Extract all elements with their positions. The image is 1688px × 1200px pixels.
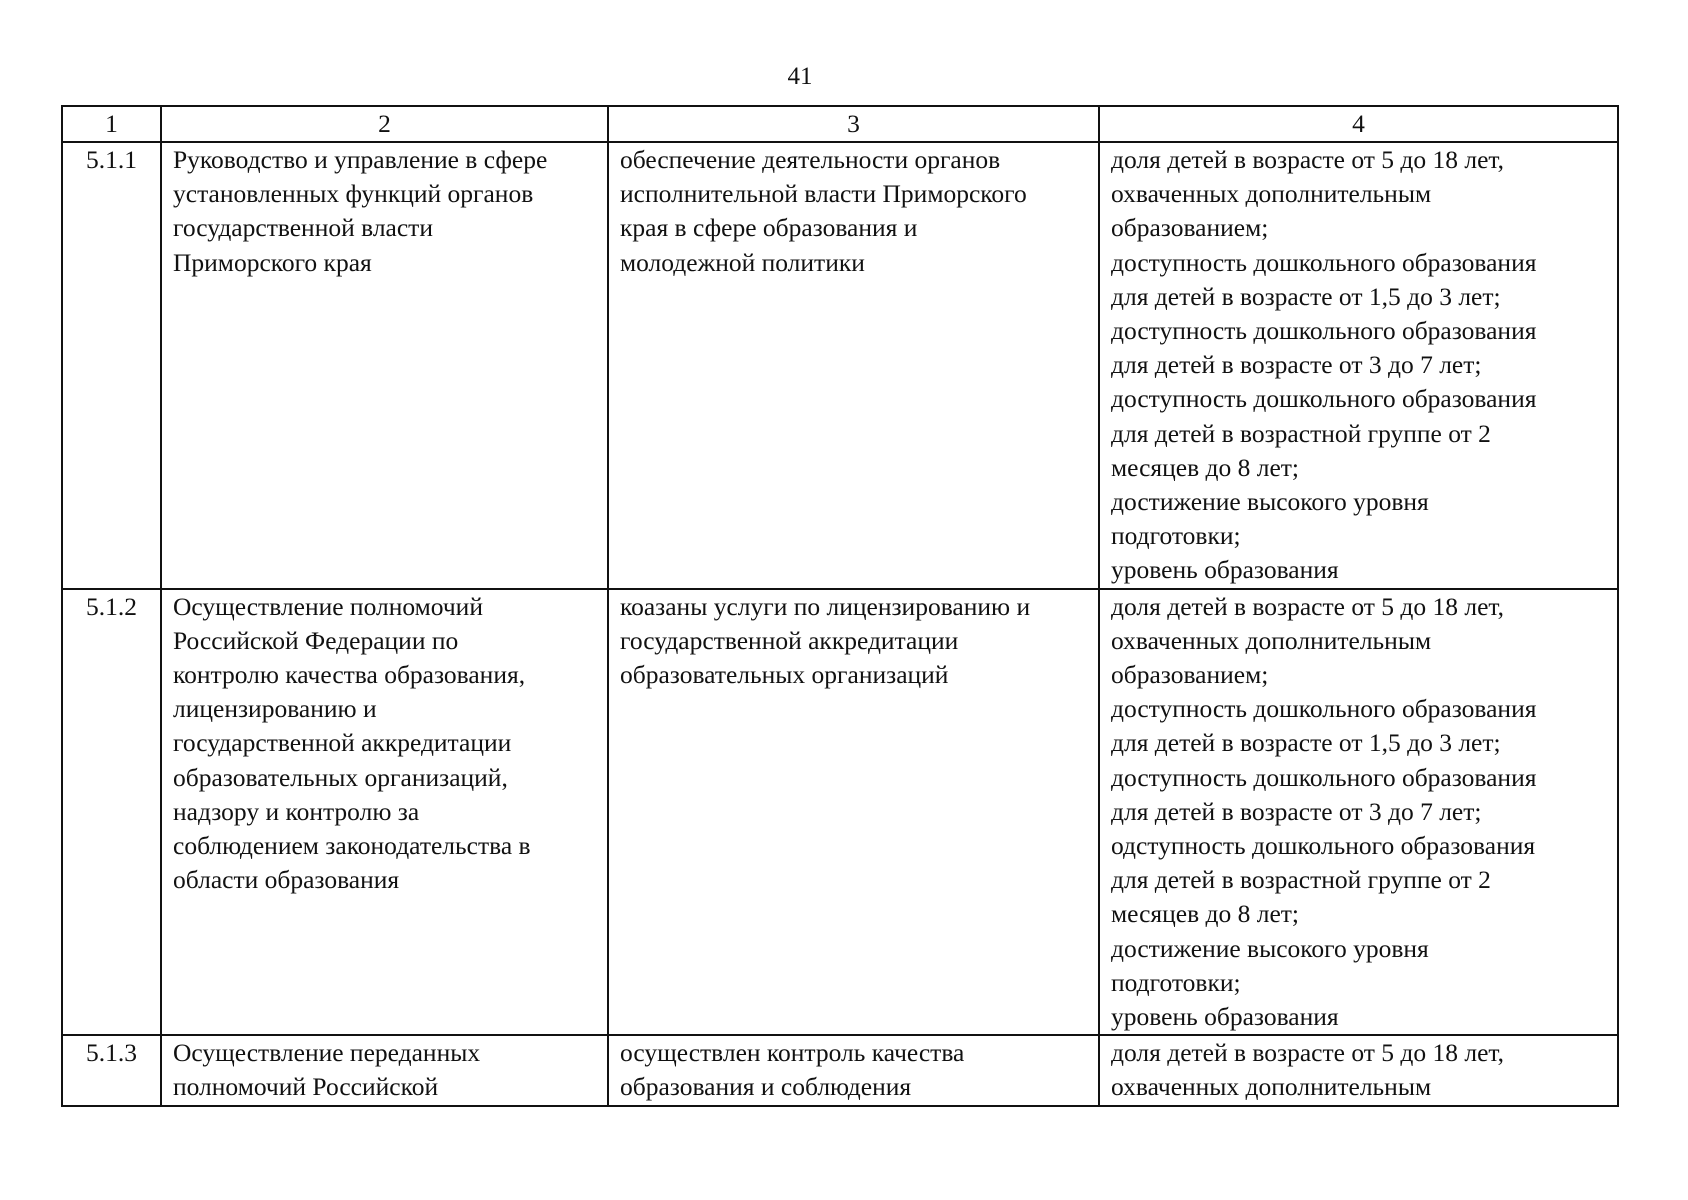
cell-line: государственной аккредитации — [620, 625, 959, 655]
row-number-cell: 5.1.2 — [62, 589, 161, 1036]
cell-line: Приморского края — [173, 247, 372, 277]
table-row — [62, 589, 1618, 1036]
cell-line: для детей в возрасте от 1,5 до 3 лет; — [1111, 281, 1501, 311]
cell-line: охваченных дополнительным — [1111, 625, 1432, 655]
cell-line: доступность дошкольного образования — [1111, 762, 1537, 792]
column-header-1: 1 — [62, 106, 161, 142]
cell-line: одступность дошкольного образования — [1111, 831, 1536, 861]
table-header-row — [62, 106, 1618, 142]
cell-line: контролю качества образования, — [173, 660, 526, 690]
column-header-2: 2 — [161, 106, 608, 142]
cell-line: охваченных дополнительным — [1111, 179, 1432, 209]
cell-line: для детей в возрастной группе от 2 — [1111, 418, 1491, 448]
cell-line: Осуществление полномочий — [173, 591, 483, 621]
cell-line: Российской Федерации по — [173, 625, 459, 655]
cell-line: доступность дошкольного образования — [1111, 316, 1537, 346]
indicators-cell — [1099, 142, 1618, 589]
cell-line: доступность дошкольного образования — [1111, 694, 1537, 724]
cell-line: лицензированию и — [173, 694, 377, 724]
cell-line: для детей в возрастной группе от 2 — [1111, 865, 1491, 895]
cell-line: месяцев до 8 лет; — [1111, 452, 1300, 482]
cell-line: образовательных организаций — [620, 660, 949, 690]
table-row — [62, 1035, 1618, 1105]
cell-line: исполнительной власти Приморского — [620, 179, 1027, 209]
table-row — [62, 142, 1618, 589]
cell-line: для детей в возрасте от 3 до 7 лет; — [1111, 796, 1482, 826]
indicators-cell — [1099, 1035, 1618, 1105]
cell-line: образовательных организаций, — [173, 762, 508, 792]
cell-line: доля детей в возрасте от 5 до 18 лет, — [1111, 1038, 1504, 1068]
cell-line: уровень образования — [1111, 1002, 1339, 1032]
cell-line: установленных функций органов — [173, 179, 534, 209]
cell-line: образованием; — [1111, 660, 1269, 690]
cell-line: полномочий Российской — [173, 1072, 439, 1102]
data-table — [61, 105, 1619, 1107]
cell-line: Осуществление переданных — [173, 1038, 481, 1068]
activity-cell — [161, 1035, 608, 1105]
cell-line: образованием; — [1111, 213, 1269, 243]
row-number-cell: 5.1.3 — [62, 1035, 161, 1105]
page-number: 41 — [787, 63, 813, 90]
cell-line: образования и соблюдения — [620, 1072, 912, 1102]
cell-line: для детей в возрасте от 1,5 до 3 лет; — [1111, 728, 1501, 758]
cell-line: государственной аккредитации — [173, 728, 512, 758]
cell-line: доля детей в возрасте от 5 до 18 лет, — [1111, 591, 1504, 621]
cell-line: края в сфере образования и — [620, 213, 918, 243]
cell-line: доступность дошкольного образования — [1111, 384, 1537, 414]
result-cell — [608, 1035, 1099, 1105]
cell-line: молодежной политики — [620, 247, 865, 277]
column-header-4: 4 — [1099, 106, 1618, 142]
cell-line: месяцев до 8 лет; — [1111, 899, 1300, 929]
activity-cell — [161, 142, 608, 589]
cell-line: подготовки; — [1111, 521, 1241, 551]
cell-line: достижение высокого уровня — [1111, 933, 1429, 963]
cell-line: охваченных дополнительным — [1111, 1072, 1432, 1102]
cell-line: достижение высокого уровня — [1111, 487, 1429, 517]
row-number-cell: 5.1.1 — [62, 142, 161, 589]
cell-line: области образования — [173, 865, 400, 895]
cell-line: подготовки; — [1111, 967, 1241, 997]
cell-line: доступность дошкольного образования — [1111, 247, 1537, 277]
cell-line: надзору и контролю за — [173, 796, 420, 826]
column-header-3: 3 — [608, 106, 1099, 142]
cell-line: Руководство и управление в сфере — [173, 145, 548, 174]
result-cell — [608, 589, 1099, 1036]
cell-line: для детей в возрасте от 3 до 7 лет; — [1111, 350, 1482, 380]
cell-line: государственной власти — [173, 213, 433, 243]
activity-cell — [161, 589, 608, 1036]
cell-line: соблюдением законодательства в — [173, 831, 531, 861]
indicators-cell — [1099, 589, 1618, 1036]
cell-line: доля детей в возрасте от 5 до 18 лет, — [1111, 145, 1504, 174]
result-cell — [608, 142, 1099, 589]
cell-line: осуществлен контроль качества — [620, 1038, 965, 1068]
cell-line: уровень образования — [1111, 555, 1339, 585]
cell-line: коазаны услуги по лицензированию и — [620, 591, 1031, 621]
cell-line: обеспечение деятельности органов — [620, 145, 1001, 174]
